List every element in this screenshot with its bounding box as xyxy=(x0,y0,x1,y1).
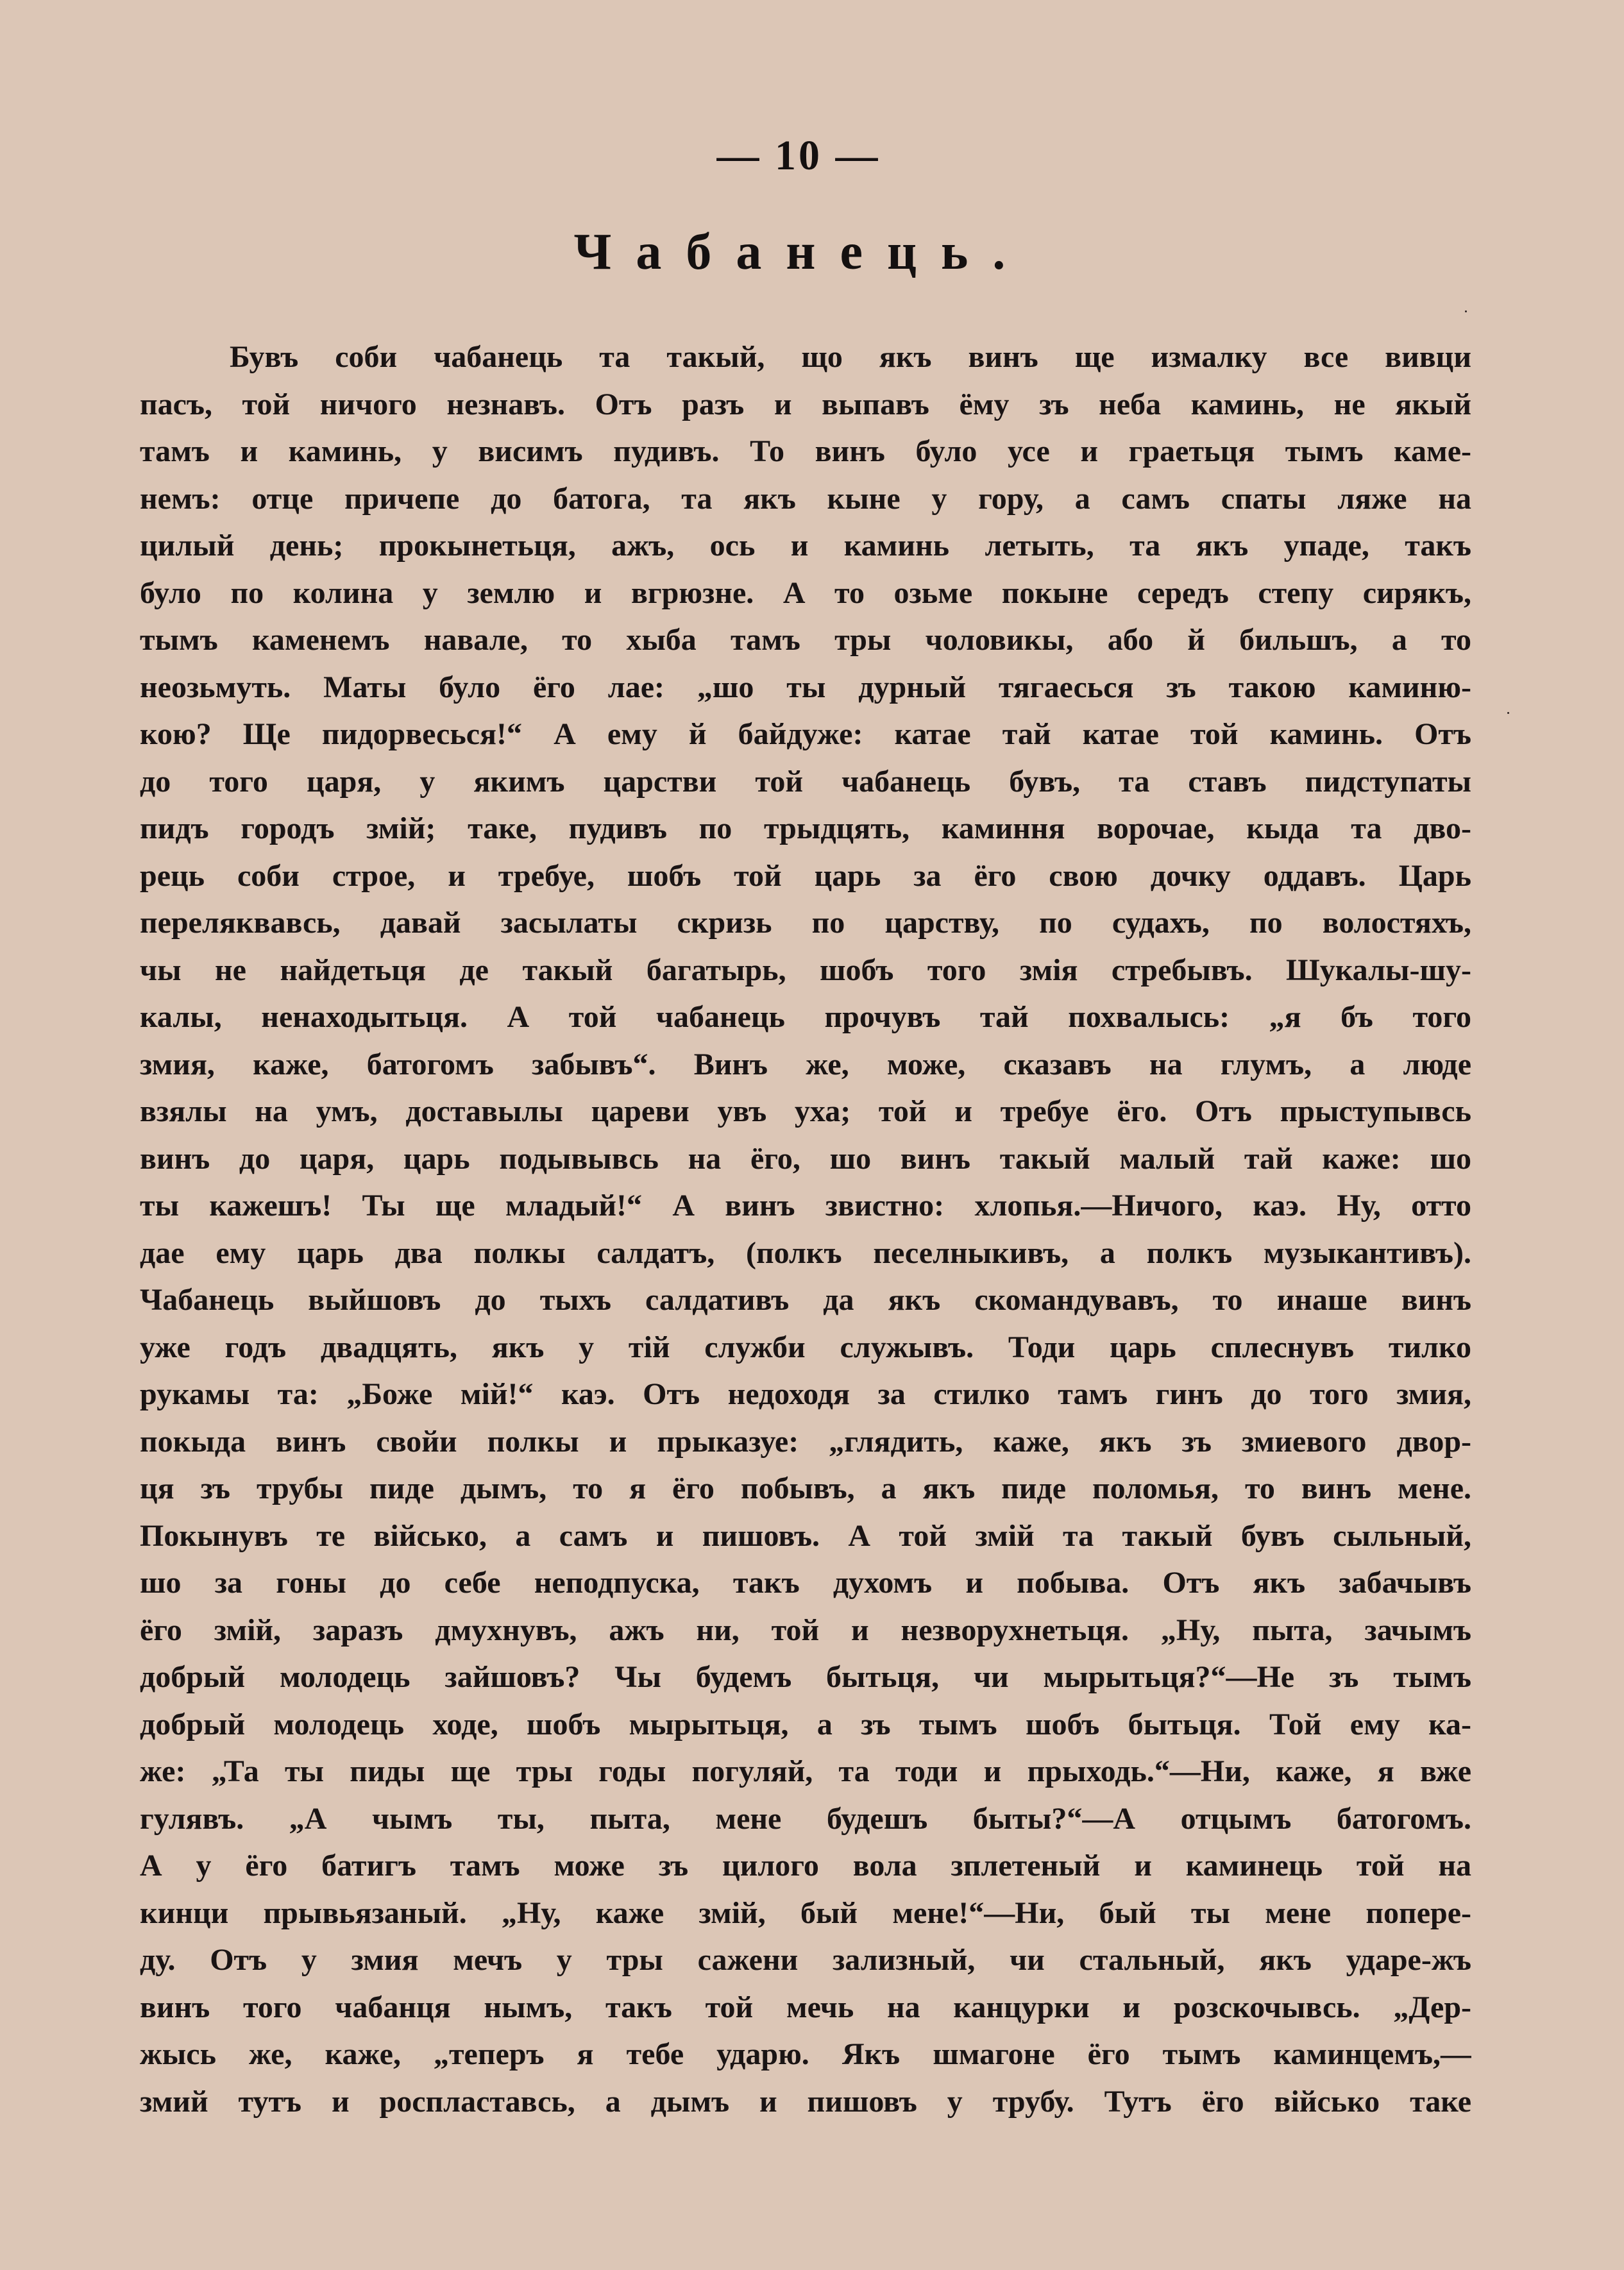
text-line: тамъ и каминь, у висимъ пудивъ. То винъ було усе и граетьця тымъ каме- xyxy=(140,434,1471,468)
text-line: покыда винъ свойи полкы и прыказуе: „глядить, каже, якъ зъ змиевого двор- xyxy=(140,1424,1471,1459)
text-line: кою? Ще пидорвесься!“ А ему й байдуже: катае тай катае той каминь. Отъ xyxy=(140,717,1471,751)
text-line: добрый молодець зайшовъ? Чы будемъ бытьця, чи мырытьця?“—Не зъ тымъ xyxy=(140,1660,1471,1694)
text-line: Покынувъ те військо, а самъ и пишовъ. А той змій та такый бувъ сыльный, xyxy=(140,1518,1471,1553)
text-line: чы не найдетьця де такый багатырь, шобъ того змія стребывъ. Шукалы-шу- xyxy=(140,953,1471,987)
text-line: рукамы та: „Боже мій!“ каэ. Отъ недоходя за стилко тамъ гинъ до того змия, xyxy=(140,1377,1471,1411)
text-line: до того царя, у якимъ царстви той чабанець бувъ, та ставъ пидступаты xyxy=(140,764,1471,799)
text-line: Бувъ соби чабанець та такый, що якъ винъ ще измалку все вивци xyxy=(230,340,1471,374)
text-line: було по колина у землю и вгрюзне. А то озьме покыне середъ степу сирякъ, xyxy=(140,575,1471,610)
text-line: добрый молодець ходе, шобъ мырытьця, а зъ тымъ шобъ бытьця. Той ему ка- xyxy=(140,1707,1471,1741)
print-speck xyxy=(1507,712,1509,714)
story-body xyxy=(140,334,1471,2125)
text-line: немъ: отце причепе до батога, та якъ кыне у гору, а самъ спаты ляже на xyxy=(140,481,1471,516)
text-line: шо за гоны до себе неподпуска, такъ духомъ и побыва. Отъ якъ забачывъ xyxy=(140,1566,1471,1600)
text-line: А у ёго батигъ тамъ може зъ цилого вола зплетеный и каминець той на xyxy=(140,1849,1471,1883)
text-line: калы, ненаходытьця. А той чабанець прочувъ тай похвалысь: „я бъ того xyxy=(140,1000,1471,1034)
text-line: Чабанець выйшовъ до тыхъ салдативъ да якъ скомандувавъ, то инаше винъ xyxy=(140,1283,1471,1317)
text-line: змий тутъ и роспластавсь, а дымъ и пишовъ у трубу. Тутъ ёго військо таке xyxy=(140,2084,1471,2119)
text-line: пасъ, той ничого незнавъ. Отъ разъ и выпавъ ёму зъ неба каминь, не якый xyxy=(140,387,1471,421)
text-line: ду. Отъ у змия мечъ у тры сажени зализный, чи стальный, якъ ударе-жъ xyxy=(140,1943,1471,1977)
text-line: же: „Та ты пиды ще тры годы погуляй, та тоди и прыходь.“—Ни, каже, я вже xyxy=(140,1754,1471,1788)
text-line: уже годъ двадцять, якъ у тій служби служывъ. Тоди царь сплеснувъ тилко xyxy=(140,1330,1471,1364)
text-line: переляквавсь, давай засылаты скризь по царству, по судахъ, по волостяхъ, xyxy=(140,906,1471,940)
text-line: пидъ городъ змій; таке, пудивъ по трыдцять, каминня ворочае, кыда та дво- xyxy=(140,811,1471,845)
text-line: ця зъ трубы пиде дымъ, то я ёго побывъ, а якъ пиде поломья, то винъ мене. xyxy=(140,1471,1471,1505)
text-line: винъ того чабанця нымъ, такъ той мечь на канцурки и розскочывсь. „Дер- xyxy=(140,1990,1471,2024)
text-line: ты кажешъ! Ты ще младый!“ А винъ звистно: хлопья.—Ничого, каэ. Ну, отто xyxy=(140,1189,1471,1223)
print-speck xyxy=(1465,310,1467,312)
story-title: Чабанець. xyxy=(573,224,1030,280)
page-number: — 10 — xyxy=(716,132,881,179)
text-line: кинци прывьязаный. „Ну, каже змій, бый мене!“—Ни, бый ты мене попере- xyxy=(140,1895,1471,1930)
text-line: ёго змій, заразъ дмухнувъ, ажъ ни, той и незворухнетьця. „Ну, пыта, зачымъ xyxy=(140,1613,1471,1647)
text-line: рець соби строе, и требуе, шобъ той царь за ёго свою дочку оддавъ. Царь xyxy=(140,858,1471,893)
text-line: тымъ каменемъ навале, то хыба тамъ тры чоловикы, або й бильшъ, а то xyxy=(140,623,1471,657)
text-line: неозьмуть. Маты було ёго лае: „шо ты дурный тягаесься зъ такою каминю- xyxy=(140,670,1471,704)
text-line: жысь же, каже, „теперъ я тебе ударю. Якъ шмагоне ёго тымъ каминцемъ,— xyxy=(140,2037,1471,2071)
text-line: дае ему царь два полкы салдатъ, (полкъ песелныкивъ, а полкъ музыкантивъ). xyxy=(140,1235,1471,1270)
text-line: винъ до царя, царь подывывсь на ёго, шо винъ такый малый тай каже: шо xyxy=(140,1141,1471,1176)
text-line: взялы на умъ, доставылы цареви увъ уха; той и требуе ёго. Отъ прыступывсь xyxy=(140,1094,1471,1128)
text-line: гулявъ. „А чымъ ты, пыта, мене будешъ быты?“—А отцымъ батогомъ. xyxy=(140,1801,1471,1836)
text-line: цилый день; прокынетьця, ажъ, ось и каминь летыть, та якъ упаде, такъ xyxy=(140,529,1471,563)
text-line: змия, каже, батогомъ забывъ“. Винъ же, може, сказавъ на глумъ, а люде xyxy=(140,1047,1471,1081)
